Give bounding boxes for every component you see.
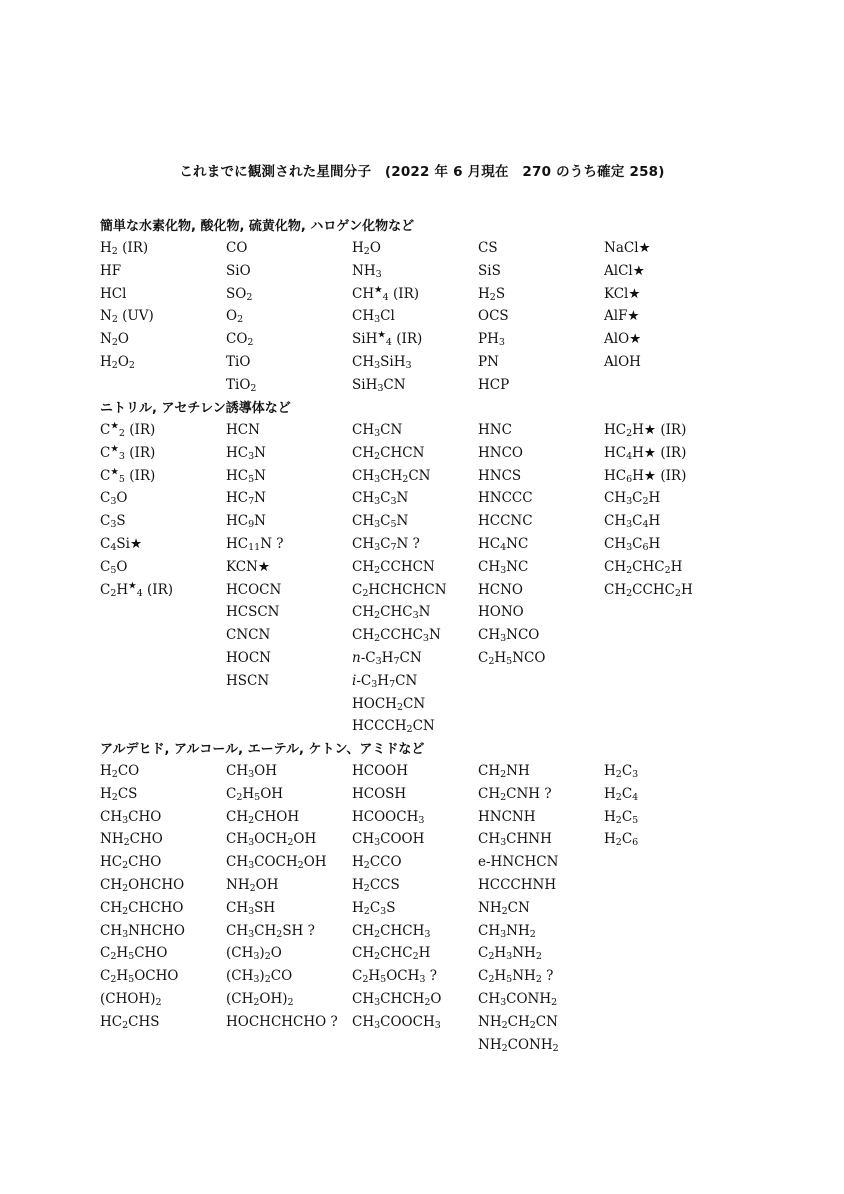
molecule-column [604, 760, 730, 1056]
molecule-formula: $C_2H_5CHO$ [100, 945, 168, 963]
molecule-formula: $HCOOCH_3$ [352, 808, 425, 826]
molecule-formula: $C_2H_5OH$ [226, 785, 284, 803]
molecule-formula: $CH_2CHC_2H$ [604, 558, 683, 576]
molecule-formula: $CH_3C_5N$ [352, 513, 409, 531]
molecule-formula: $NH_2CHO$ [100, 831, 163, 849]
molecule-formula: $CH_3CN$ [352, 422, 403, 439]
molecule-formula: $SO_2$ [226, 285, 253, 303]
molecule-formula: $CH_2CCHC_3N$ [352, 627, 441, 645]
molecule-formula: $CH_3CH_2SH$ ? [226, 922, 315, 940]
molecule-formula: $CH_3NC$ [478, 558, 529, 576]
molecule-formula: KCl★ [604, 285, 641, 302]
molecule-formula: $CH_3NHCHO$ [100, 922, 185, 940]
molecule-formula: HOCN [226, 649, 271, 666]
molecule-formula: $HC_4H★$ (IR) [604, 444, 687, 462]
molecule-formula: $CH_3COOH$ [352, 831, 425, 849]
molecule-formula: $C^★_3$ (IR) [100, 443, 156, 462]
molecule-formula: $HC_2H★$ (IR) [604, 422, 687, 439]
molecule-formula: $CH_2CHC_2H$ [352, 945, 431, 963]
molecule-formula: $CH_3SH$ [226, 899, 276, 917]
molecule-formula: $H_2C_6$ [604, 831, 639, 849]
molecule-formula: $CH_3C_2H$ [604, 490, 661, 508]
molecule-formula: HONO [478, 604, 524, 621]
molecule-formula: $C_4Si★$ [100, 535, 143, 553]
molecule-formula: $H_2CS$ [100, 785, 138, 803]
molecule-formula: TiO [226, 353, 251, 370]
molecule-formula: $H_2C_5$ [604, 808, 639, 826]
molecule-formula: $HC_7N$ [226, 490, 266, 508]
molecule-formula: $H_2O_2$ [100, 353, 135, 371]
molecule-formula: HSCN [226, 672, 270, 689]
molecule-formula: $H_2C_3S$ [352, 899, 396, 917]
molecule-formula: HCOCN [226, 581, 282, 598]
molecule-formula: $NH_2CN$ [478, 899, 530, 917]
molecule-formula: CNCN [226, 627, 271, 644]
molecule-formula: $(CH_3)_2CO$ [226, 968, 293, 986]
molecule-formula: HCCCHNH [478, 876, 557, 893]
molecule-column [226, 237, 352, 397]
molecule-formula: $CH_3C_4H$ [604, 513, 661, 531]
molecule-formula: $n-C_3H_7CN$ [352, 649, 422, 667]
molecule-column [352, 419, 478, 738]
molecule-column [226, 760, 352, 1056]
molecule-formula: $CH_3NH_2$ [478, 922, 536, 940]
molecule-column [226, 419, 352, 738]
molecule-formula: $CH_3Cl$ [352, 308, 395, 326]
molecule-formula: $CH_2OHCHO$ [100, 876, 185, 894]
molecule-formula: $CH_3COCH_2OH$ [226, 854, 327, 872]
molecule-formula: HCN [226, 422, 260, 438]
molecule-formula: SiS [478, 262, 501, 279]
molecule-formula: SiH$_3$CN [352, 376, 406, 394]
molecule-formula: $C_2HCHCHCN$ [352, 581, 447, 599]
molecule-formula: $NH_2CONH_2$ [478, 1036, 559, 1054]
molecule-formula: OCS [478, 308, 509, 325]
molecule-formula: AlCl★ [604, 262, 645, 279]
molecule-formula: $H_2C_3$ [604, 763, 639, 780]
molecule-formula: $CH_3OH$ [226, 763, 277, 780]
molecule-formula: $C_2H^★_4$ (IR) [100, 580, 174, 599]
molecule-grid [100, 760, 800, 1056]
molecule-formula: $CH_3COOCH_3$ [352, 1013, 441, 1031]
molecule-formula: $CH_3CHCH_2O$ [352, 990, 442, 1008]
molecule-formula: $(CHOH)_2$ [100, 990, 162, 1008]
section-heading: ニトリル, アセチレン誘導体など [100, 401, 291, 416]
molecule-formula: HCl [100, 285, 127, 302]
molecule-formula: $CH_2CHCHO$ [100, 899, 184, 917]
molecule-formula: HCOOH [352, 763, 409, 779]
molecule-formula: $HC_2CHO$ [100, 854, 162, 872]
molecule-column [100, 419, 226, 738]
molecule-formula: $CH_3OCH_2OH$ [226, 831, 317, 849]
molecule-formula: HNCNH [478, 808, 536, 825]
molecule-formula: $HC_4NC$ [478, 535, 529, 553]
molecule-formula: PN [478, 353, 499, 370]
molecule-formula: SiH★$_4$ (IR) [352, 329, 423, 349]
molecule-formula: $H_2CCO$ [352, 854, 402, 872]
molecule-column [100, 237, 226, 397]
section-nitriles-acetylenes [100, 398, 800, 738]
molecule-formula: CO [226, 240, 248, 256]
molecule-formula: $CH_2CNH$ ? [478, 785, 552, 803]
molecule-formula: NaCl★ [604, 240, 651, 256]
molecule-formula: SiO [226, 262, 251, 279]
molecule-formula: e-HNCHCN [478, 854, 559, 871]
molecule-formula: $HC_5N$ [226, 467, 266, 485]
molecule-column [478, 760, 604, 1056]
molecule-formula: $C_2H_5NCO$ [478, 649, 546, 667]
molecule-formula: $C_2H_5OCH_3$ ? [352, 968, 437, 986]
molecule-formula: $CH_2NH$ [478, 763, 530, 780]
section-heading: アルデヒド, アルコール, エーテル, ケトン、アミドなど [100, 742, 425, 757]
molecule-formula: $(CH_3)_2O$ [226, 945, 282, 963]
section-aldehydes-alcohols [100, 739, 800, 1056]
molecule-formula: HNCCC [478, 490, 533, 507]
page-title: これまでに観測された星間分子 (2022 年 6 月現在 270 のうち確定 258) [179, 164, 665, 180]
molecule-formula: TiO$_2$ [226, 376, 257, 394]
molecule-formula: $N_2O$ [100, 331, 129, 349]
molecule-formula: $CH_3CH_2CN$ [352, 467, 431, 485]
molecule-formula: HNCS [478, 467, 522, 484]
molecule-formula: $HC_9N$ [226, 513, 266, 531]
molecule-formula: $CH_3CONH_2$ [478, 990, 558, 1008]
molecule-formula: AlO★ [604, 331, 642, 348]
molecule-formula: HCSCN [226, 604, 280, 621]
molecule-formula: $C_2H_3NH_2$ [478, 945, 542, 963]
molecule-formula: $i-C_3H_7CN$ [352, 672, 418, 690]
molecule-grid [100, 237, 800, 397]
molecule-formula: $H_2CO$ [100, 763, 140, 780]
molecule-formula: $HC_{11}N$ ? [226, 535, 284, 553]
molecule-formula: $HC_3N$ [226, 444, 266, 462]
molecule-formula: $CH_3C_6H$ [604, 535, 661, 553]
molecule-formula: $C^★_2$ (IR) [100, 420, 156, 439]
molecule-formula: HNCO [478, 444, 523, 461]
molecule-column [478, 237, 604, 397]
molecule-formula: $CH_3C_7N$ ? [352, 535, 420, 553]
molecule-formula: HCCNC [478, 513, 533, 530]
molecule-formula: $CH_2CCHC_2H$ [604, 581, 693, 599]
molecule-formula: $CH_3SiH_3$ [352, 353, 412, 371]
molecule-formula: $H_2CCS$ [352, 876, 400, 894]
molecule-formula: $N_2$ (UV) [100, 308, 154, 326]
molecule-formula: AlOH [604, 353, 641, 370]
molecule-formula: $CH^★_4$ (IR) [352, 284, 420, 303]
molecule-formula: $C_2H_5NH_2$ ? [478, 968, 554, 986]
molecule-formula: $CH_2CHCH_3$ [352, 922, 431, 940]
molecule-formula: $CH_3CHNH$ [478, 831, 552, 849]
molecule-formula: CS [478, 240, 498, 256]
molecule-formula: $C_2H_5OCHO$ [100, 968, 179, 986]
molecule-grid [100, 419, 800, 738]
molecule-formula: $H_2O$ [352, 240, 381, 257]
section-heading: 簡単な水素化物, 酸化物, 硫黄化物, ハロゲン化物など [100, 219, 415, 234]
molecule-formula: $HC_2CHS$ [100, 1013, 160, 1031]
molecule-column [604, 419, 730, 738]
molecule-formula: $HOCH_2CN$ [352, 695, 426, 713]
molecule-formula: $CH_3CHO$ [100, 808, 162, 826]
molecule-formula: HF [100, 262, 122, 279]
molecule-formula: $NH_3$ [352, 262, 382, 280]
molecule-formula: $HCCCH_2CN$ [352, 718, 435, 736]
molecule-formula: HOCHCHCHO ? [226, 1013, 338, 1030]
molecule-formula: $PH_3$ [478, 331, 505, 349]
molecule-formula: KCN★ [226, 558, 270, 575]
molecule-formula: $CH_2CHCN$ [352, 444, 425, 462]
section-hydrides-oxides [100, 216, 800, 397]
molecule-formula: $CH_2CHOH$ [226, 808, 300, 826]
molecule-formula: $C^★_5$ (IR) [100, 466, 156, 485]
molecule-column [604, 237, 730, 397]
molecule-formula: $HC_6H★$ (IR) [604, 467, 687, 485]
molecule-column [478, 419, 604, 738]
molecule-formula: $CH_3C_3N$ [352, 490, 409, 508]
molecule-formula: $H_2$ (IR) [100, 240, 149, 257]
molecule-formula: HCOSH [352, 785, 407, 802]
molecule-formula: $(CH_2OH)_2$ [226, 990, 294, 1008]
molecule-formula: HNC [478, 422, 512, 438]
molecule-formula: $C_5O$ [100, 558, 128, 576]
molecule-formula: AlF★ [604, 308, 640, 325]
molecule-formula: $C_3O$ [100, 490, 128, 508]
molecule-formula: $NH_2OH$ [226, 876, 279, 894]
molecule-formula: $CH_2CCHCN$ [352, 558, 435, 576]
molecule-formula: $C_3S$ [100, 513, 126, 531]
molecule-formula: $CH_3NCO$ [478, 627, 540, 645]
molecule-formula: $O_2$ [226, 308, 244, 326]
molecule-column [100, 760, 226, 1056]
molecule-column [352, 237, 478, 397]
molecule-column [352, 760, 478, 1056]
molecule-formula: HCNO [478, 581, 523, 598]
molecule-formula: HCP [478, 376, 510, 393]
molecule-formula: $CO_2$ [226, 331, 254, 349]
molecule-formula: $NH_2CH_2CN$ [478, 1013, 558, 1031]
molecule-formula: $H_2C_4$ [604, 785, 639, 803]
molecule-formula: $CH_2CHC_3N$ [352, 604, 431, 622]
molecule-formula: $H_2S$ [478, 285, 506, 303]
